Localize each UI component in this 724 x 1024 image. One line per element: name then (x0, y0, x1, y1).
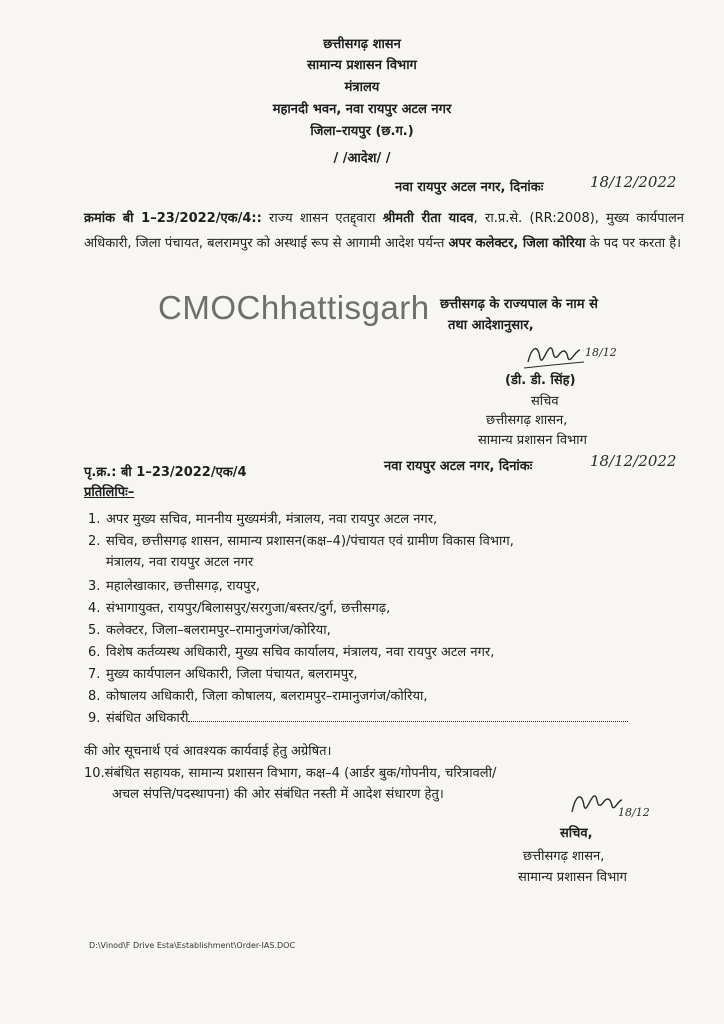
district-line: जिला–रायपुर (छ.ग.) (310, 124, 414, 139)
forward-text: की ओर सूचनार्थ एवं आवश्यक कार्यवाई हेतु अग्रेषित। (84, 744, 332, 759)
order-reference: क्रमांक बी 1–23/2022/एक/4:: (84, 211, 262, 226)
officer-name: श्रीमती रीता यादव (382, 211, 474, 226)
order-body (84, 206, 684, 256)
signatory-dept1: छत्तीसगढ़ शासन, (486, 413, 568, 428)
closing-dept1: छत्तीसगढ़ शासन, (523, 849, 605, 864)
copy-item-continued: मंत्रालय, नवा रायपुर अटल नगर (106, 555, 254, 570)
office-address: महानदी भवन, नवा रायपुर अटल नगर (272, 102, 452, 117)
endorsement-reference: पृ.क्र.: बी 1–23/2022/एक/4 (84, 465, 247, 480)
govt-name: छत्तीसगढ़ शासन (323, 37, 401, 52)
department-name: सामान्य प्रशासन विभाग (307, 58, 417, 73)
governor-authority-line2: तथा आदेशानुसार, (448, 318, 534, 333)
order-text-b: , रा.प्र.से. (RR:2008), मुख्य कार्यपालन अधिकारी, जिला पंचायत, बलरामपुर को अस्थाई रूप से आगामी आदेश पर्यन्त (84, 211, 684, 251)
endorsement-handwritten-date: 18/12/2022 (590, 452, 677, 470)
item10-line1: 10.संबंधित सहायक, सामान्य प्रशासन विभाग, कक्ष–4 (आर्डर बुक/गोपनीय, चरित्रावली/ (84, 766, 497, 781)
signatory-name: (डी. डी. सिंह) (505, 373, 576, 388)
signatory-designation: सचिव (531, 394, 559, 409)
item10-line2: अचल संपत्ति/पदस्थापना) की ओर संबंधित नस्ती में आदेश संधारण हेतु। (112, 787, 444, 802)
copy-item: 8. कोषालय अधिकारी, जिला कोषालय, बलरामपुर–रामानुजगंज/कोरिया, (88, 689, 428, 704)
closing-signature-date: 18/12 (618, 806, 650, 819)
posted-position: अपर कलेक्टर, जिला कोरिया (448, 236, 586, 251)
closing-designation: सचिव, (560, 826, 593, 841)
copy-item: 3. महालेखाकार, छत्तीसगढ़, रायपुर, (88, 579, 261, 594)
copy-item: 1. अपर मुख्य सचिव, माननीय मुख्यमंत्री, मंत्रालय, नवा रायपुर अटल नगर, (88, 512, 438, 527)
order-title: / /आदेश/ / (333, 151, 391, 166)
order-date-label: नवा रायपुर अटल नगर, दिनांकः (395, 180, 544, 195)
copy-item: 4. संभागायुक्त, रायपुर/बिलासपुर/सरगुजा/बस्तर/दुर्ग, छत्तीसगढ़, (88, 601, 391, 616)
closing-dept2: सामान्य प्रशासन विभाग (518, 870, 627, 885)
copy-item: 7. मुख्य कार्यपालन अधिकारी, जिला पंचायत, बलरामपुर, (88, 667, 358, 682)
file-path-footer: D:\Vinod\F Drive Esta\Establishment\Order-IAS.DOC (89, 941, 296, 950)
copy-item: 6. विशेष कर्तव्यस्थ अधिकारी, मुख्य सचिव कार्यालय, मंत्रालय, नवा रायपुर अटल नगर, (88, 645, 495, 660)
governor-authority-line1: छत्तीसगढ़ के राज्यपाल के नाम से (440, 297, 598, 312)
order-handwritten-date: 18/12/2022 (590, 173, 677, 191)
endorsement-date-label: नवा रायपुर अटल नगर, दिनांकः (384, 459, 533, 474)
copy-item: 9. संबंधित अधिकारी (88, 708, 628, 726)
ministry-label: मंत्रालय (344, 80, 380, 95)
copy-item: 5. कलेक्टर, जिला–बलरामपुर–रामानुजगंज/कोरिया, (88, 623, 331, 638)
copy-heading: प्रतिलिपिः– (84, 485, 135, 500)
blank-dotted-line (188, 711, 628, 722)
signature-date: 18/12 (585, 346, 617, 359)
signatory-dept2: सामान्य प्रशासन विभाग (478, 433, 587, 448)
copy-item: 2. सचिव, छत्तीसगढ़ शासन, सामान्य प्रशासन(कक्ष–4)/पंचायत एवं ग्रामीण विकास विभाग, (88, 534, 514, 549)
watermark: CMOChhattisgarh (158, 289, 430, 326)
order-text-c: के पद पर करता है। (585, 236, 682, 251)
order-text-a: राज्य शासन एतद्द्वारा (261, 211, 383, 226)
